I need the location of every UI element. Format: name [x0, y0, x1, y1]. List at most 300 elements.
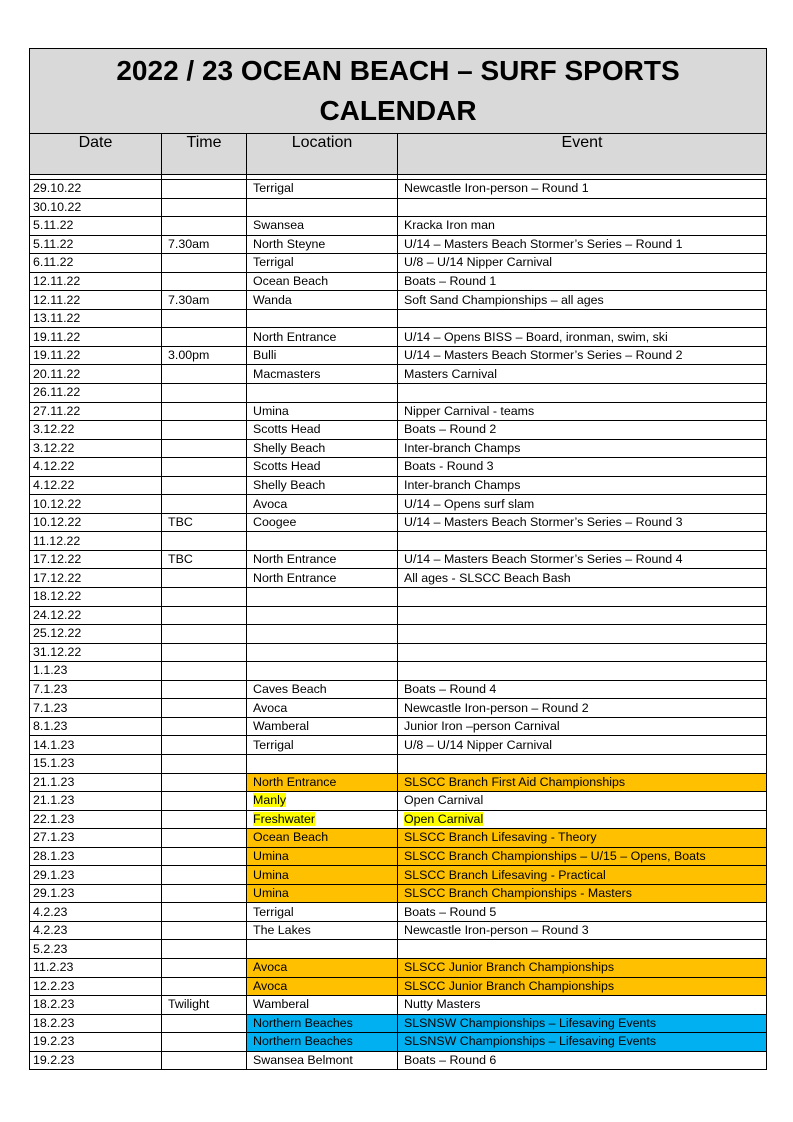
table-row — [30, 736, 767, 755]
cell-date — [30, 1051, 162, 1070]
cell-date — [30, 235, 162, 254]
cell-event — [398, 606, 767, 625]
cell-time — [162, 680, 247, 699]
cell-time — [162, 291, 247, 310]
location-text: Umina — [253, 848, 289, 863]
location-text: Umina — [253, 886, 289, 901]
cell-event — [398, 384, 767, 403]
cell-event — [398, 439, 767, 458]
event-text: Nipper Carnival - teams — [404, 403, 535, 418]
cell-event — [398, 866, 767, 885]
event-text: Boats – Round 4 — [404, 682, 497, 697]
date-text: 11.12.22 — [33, 533, 81, 548]
cell-date — [30, 458, 162, 477]
event-text: Newcastle Iron-person – Round 3 — [404, 923, 589, 938]
table-row — [30, 384, 767, 403]
cell-event — [398, 884, 767, 903]
date-text: 19.11.22 — [33, 348, 81, 363]
date-text: 8.1.23 — [33, 719, 68, 734]
cell-time — [162, 384, 247, 403]
table-row — [30, 254, 767, 273]
date-text: 30.10.22 — [33, 199, 82, 214]
cell-date — [30, 328, 162, 347]
cell-date — [30, 754, 162, 773]
cell-location — [247, 180, 398, 199]
date-text: 3.12.22 — [33, 422, 75, 437]
date-text: 19.11.22 — [33, 329, 81, 344]
date-text: 27.1.23 — [33, 830, 75, 845]
cell-event — [398, 996, 767, 1015]
cell-event — [398, 588, 767, 607]
date-text: 20.11.22 — [33, 366, 81, 381]
cell-date — [30, 180, 162, 199]
event-text: U/14 – Masters Beach Stormer’s Series – Round 1 — [404, 236, 683, 251]
cell-event — [398, 235, 767, 254]
table-row — [30, 569, 767, 588]
date-text: 12.11.22 — [33, 274, 81, 288]
page-title-text: 2022 / 23 OCEAN BEACH – SURF SPORTS CALENDAR — [116, 55, 680, 126]
cell-time — [162, 773, 247, 792]
cell-time — [162, 625, 247, 644]
time-text: 7.30am — [168, 236, 210, 251]
time-text: TBC — [168, 515, 193, 530]
date-text: 22.1.23 — [33, 811, 75, 826]
cell-time — [162, 996, 247, 1015]
cell-location — [247, 606, 398, 625]
cell-location — [247, 365, 398, 384]
date-text: 31.12.22 — [33, 644, 82, 659]
cell-time — [162, 1033, 247, 1052]
cell-location — [247, 773, 398, 792]
cell-event — [398, 977, 767, 996]
cell-date — [30, 588, 162, 607]
cell-time — [162, 958, 247, 977]
cell-location — [247, 1051, 398, 1070]
date-text: 27.11.22 — [33, 403, 81, 418]
table-row — [30, 476, 767, 495]
cell-time — [162, 1051, 247, 1070]
cell-date — [30, 346, 162, 365]
cell-date — [30, 476, 162, 495]
cell-event — [398, 921, 767, 940]
location-text: Terrigal — [253, 255, 294, 270]
table-row — [30, 940, 767, 959]
table-row — [30, 550, 767, 569]
table-row — [30, 421, 767, 440]
cell-location — [247, 625, 398, 644]
cell-location — [247, 699, 398, 718]
event-text: Boats – Round 2 — [404, 422, 497, 437]
cell-location — [247, 402, 398, 421]
cell-date — [30, 662, 162, 681]
cell-time — [162, 421, 247, 440]
table-row — [30, 680, 767, 699]
date-text: 15.1.23 — [33, 756, 75, 771]
cell-event — [398, 1014, 767, 1033]
cell-location — [247, 439, 398, 458]
cell-time — [162, 903, 247, 922]
cell-time — [162, 736, 247, 755]
table-row — [30, 829, 767, 848]
cell-location — [247, 680, 398, 699]
event-text: SLSCC Branch Championships - Masters — [404, 886, 632, 901]
event-text: SLSCC Junior Branch Championships — [404, 978, 615, 993]
cell-time — [162, 717, 247, 736]
event-text: Masters Carnival — [404, 366, 497, 381]
date-text: 18.12.22 — [33, 589, 82, 604]
cell-location — [247, 792, 398, 811]
location-text: Swansea Belmont — [253, 1052, 353, 1067]
cell-time — [162, 180, 247, 199]
date-text: 10.12.22 — [33, 496, 82, 511]
cell-event — [398, 272, 767, 291]
location-text: Ocean Beach — [253, 830, 329, 845]
cell-date — [30, 977, 162, 996]
table-row — [30, 291, 767, 310]
cell-location — [247, 829, 398, 848]
location-text: North Entrance — [253, 329, 337, 344]
date-text: 29.10.22 — [33, 181, 82, 196]
cell-time — [162, 884, 247, 903]
cell-time — [162, 198, 247, 217]
event-text: SLSCC Branch Championships – U/15 – Opens, Boats — [404, 848, 706, 863]
column-header-time: Time — [162, 134, 247, 175]
cell-time — [162, 921, 247, 940]
table-row — [30, 1033, 767, 1052]
date-text: 24.12.22 — [33, 607, 82, 622]
table-row — [30, 921, 767, 940]
table-row — [30, 402, 767, 421]
column-header-date: Date — [30, 134, 162, 175]
cell-date — [30, 1033, 162, 1052]
time-text: 7.30am — [168, 292, 210, 307]
cell-date — [30, 792, 162, 811]
cell-time — [162, 476, 247, 495]
location-text: Wanda — [253, 292, 292, 307]
cell-location — [247, 235, 398, 254]
table-row — [30, 198, 767, 217]
cell-date — [30, 439, 162, 458]
cell-location — [247, 847, 398, 866]
cell-event — [398, 198, 767, 217]
cell-time — [162, 643, 247, 662]
table-row — [30, 606, 767, 625]
location-text: Wamberal — [253, 997, 309, 1012]
cell-time — [162, 792, 247, 811]
location-text: Caves Beach — [253, 682, 327, 697]
date-text: 4.2.23 — [33, 923, 68, 938]
cell-location — [247, 736, 398, 755]
location-text: Terrigal — [253, 904, 294, 919]
date-text: 19.2.23 — [33, 1034, 75, 1049]
cell-location — [247, 532, 398, 551]
cell-time — [162, 495, 247, 514]
calendar-body — [30, 180, 767, 1070]
table-row — [30, 773, 767, 792]
cell-event — [398, 940, 767, 959]
cell-time — [162, 235, 247, 254]
location-text: Terrigal — [253, 181, 294, 196]
cell-date — [30, 198, 162, 217]
event-text: U/14 – Masters Beach Stormer’s Series – Round 3 — [404, 515, 683, 530]
cell-location — [247, 569, 398, 588]
location-text: Avoca — [253, 496, 288, 511]
date-text: 13.11.22 — [33, 311, 81, 326]
location-text: North Steyne — [253, 236, 326, 251]
location-text: Freshwater — [253, 811, 315, 826]
event-text: Boats - Round 3 — [404, 459, 494, 474]
event-text: SLSCC Branch First Aid Championships — [404, 774, 626, 789]
cell-date — [30, 365, 162, 384]
event-text: Nutty Masters — [404, 997, 481, 1012]
table-row — [30, 1014, 767, 1033]
table-row — [30, 217, 767, 236]
cell-event — [398, 291, 767, 310]
date-text: 25.12.22 — [33, 626, 82, 641]
table-row — [30, 625, 767, 644]
cell-time — [162, 328, 247, 347]
cell-time — [162, 606, 247, 625]
cell-time — [162, 439, 247, 458]
table-row — [30, 180, 767, 199]
date-text: 21.1.23 — [33, 793, 75, 808]
cell-time — [162, 272, 247, 291]
cell-event — [398, 680, 767, 699]
cell-location — [247, 328, 398, 347]
date-text: 11.2.23 — [33, 960, 74, 975]
cell-location — [247, 866, 398, 885]
cell-location — [247, 495, 398, 514]
cell-event — [398, 180, 767, 199]
cell-location — [247, 254, 398, 273]
cell-location — [247, 291, 398, 310]
cell-time — [162, 513, 247, 532]
event-text: All ages - SLSCC Beach Bash — [404, 570, 571, 585]
date-text: 12.2.23 — [33, 978, 75, 993]
location-text: Avoca — [253, 960, 288, 975]
table-row — [30, 346, 767, 365]
event-text: Open Carnival — [404, 793, 484, 808]
cell-event — [398, 847, 767, 866]
event-text: SLSCC Branch Lifesaving - Theory — [404, 830, 597, 845]
cell-event — [398, 829, 767, 848]
location-text: Avoca — [253, 978, 288, 993]
location-text: Manly — [253, 793, 287, 808]
cell-location — [247, 940, 398, 959]
cell-event — [398, 1033, 767, 1052]
date-text: 17.12.22 — [33, 552, 82, 567]
location-text: Shelly Beach — [253, 440, 326, 455]
cell-event — [398, 736, 767, 755]
event-text: SLSCC Junior Branch Championships — [404, 960, 615, 975]
cell-event — [398, 402, 767, 421]
cell-time — [162, 699, 247, 718]
table-row — [30, 513, 767, 532]
location-text: Shelly Beach — [253, 478, 326, 493]
table-row — [30, 847, 767, 866]
cell-event — [398, 1051, 767, 1070]
cell-location — [247, 754, 398, 773]
date-text: 28.1.23 — [33, 848, 75, 863]
cell-location — [247, 476, 398, 495]
event-text: U/14 – Opens surf slam — [404, 496, 535, 511]
table-row — [30, 754, 767, 773]
cell-time — [162, 402, 247, 421]
cell-time — [162, 662, 247, 681]
cell-date — [30, 272, 162, 291]
header-row — [30, 134, 767, 175]
cell-date — [30, 884, 162, 903]
table-row — [30, 958, 767, 977]
cell-event — [398, 217, 767, 236]
date-text: 18.2.23 — [33, 997, 75, 1012]
cell-event — [398, 458, 767, 477]
cell-time — [162, 365, 247, 384]
event-text: Newcastle Iron-person – Round 1 — [404, 181, 589, 196]
cell-date — [30, 309, 162, 328]
location-text: Macmasters — [253, 366, 321, 381]
location-text: Scotts Head — [253, 422, 321, 437]
cell-event — [398, 792, 767, 811]
cell-location — [247, 1014, 398, 1033]
event-text: Boats – Round 1 — [404, 274, 497, 288]
cell-event — [398, 699, 767, 718]
location-text: Northern Beaches — [253, 1015, 353, 1030]
table-row — [30, 1051, 767, 1070]
cell-event — [398, 958, 767, 977]
column-header-location: Location — [247, 134, 398, 175]
cell-location — [247, 550, 398, 569]
cell-event — [398, 717, 767, 736]
cell-date — [30, 569, 162, 588]
event-text: SLSCC Branch Lifesaving - Practical — [404, 867, 606, 882]
cell-date — [30, 402, 162, 421]
calendar-sheet — [29, 48, 766, 1070]
cell-time — [162, 217, 247, 236]
cell-date — [30, 940, 162, 959]
time-text: 3.00pm — [168, 348, 210, 363]
cell-location — [247, 198, 398, 217]
cell-time — [162, 754, 247, 773]
cell-location — [247, 977, 398, 996]
date-text: 19.2.23 — [33, 1052, 75, 1067]
table-row — [30, 532, 767, 551]
table-row — [30, 996, 767, 1015]
cell-location — [247, 810, 398, 829]
date-text: 12.11.22 — [33, 292, 81, 307]
date-text: 5.11.22 — [33, 236, 74, 251]
cell-location — [247, 421, 398, 440]
location-text: North Entrance — [253, 570, 337, 585]
date-text: 4.12.22 — [33, 459, 75, 474]
table-row — [30, 458, 767, 477]
cell-location — [247, 513, 398, 532]
table-row — [30, 977, 767, 996]
event-text: Newcastle Iron-person – Round 2 — [404, 700, 589, 715]
cell-location — [247, 903, 398, 922]
cell-location — [247, 346, 398, 365]
cell-time — [162, 532, 247, 551]
event-text: Kracka Iron man — [404, 218, 495, 233]
cell-location — [247, 717, 398, 736]
cell-event — [398, 662, 767, 681]
cell-location — [247, 384, 398, 403]
date-text: 18.2.23 — [33, 1015, 75, 1030]
cell-event — [398, 625, 767, 644]
table-row — [30, 884, 767, 903]
cell-time — [162, 458, 247, 477]
event-text: U/8 – U/14 Nipper Carnival — [404, 737, 553, 752]
cell-location — [247, 1033, 398, 1052]
table-row — [30, 792, 767, 811]
location-text: The Lakes — [253, 923, 311, 938]
cell-date — [30, 254, 162, 273]
cell-date — [30, 513, 162, 532]
time-text: TBC — [168, 552, 193, 567]
cell-location — [247, 588, 398, 607]
cell-time — [162, 1014, 247, 1033]
cell-event — [398, 495, 767, 514]
date-text: 7.1.23 — [33, 700, 68, 715]
cell-date — [30, 717, 162, 736]
cell-event — [398, 810, 767, 829]
event-text: Boats – Round 5 — [404, 904, 497, 919]
cell-date — [30, 996, 162, 1015]
cell-date — [30, 291, 162, 310]
cell-time — [162, 810, 247, 829]
cell-date — [30, 736, 162, 755]
cell-time — [162, 829, 247, 848]
table-row — [30, 439, 767, 458]
cell-event — [398, 476, 767, 495]
cell-time — [162, 550, 247, 569]
date-text: 5.2.23 — [33, 941, 68, 956]
cell-date — [30, 495, 162, 514]
cell-date — [30, 773, 162, 792]
cell-event — [398, 643, 767, 662]
page-title — [30, 49, 767, 134]
cell-date — [30, 699, 162, 718]
date-text: 21.1.23 — [33, 774, 75, 789]
cell-location — [247, 458, 398, 477]
table-row — [30, 328, 767, 347]
location-text: North Entrance — [253, 552, 337, 567]
date-text: 4.2.23 — [33, 904, 68, 919]
date-text: 4.12.22 — [33, 478, 75, 493]
table-row — [30, 235, 767, 254]
table-row — [30, 717, 767, 736]
cell-date — [30, 958, 162, 977]
cell-date — [30, 903, 162, 922]
cell-event — [398, 328, 767, 347]
location-text: Umina — [253, 867, 289, 882]
column-header-event: Event — [398, 134, 767, 175]
cell-location — [247, 217, 398, 236]
date-text: 1.1.23 — [33, 663, 68, 678]
table-row — [30, 810, 767, 829]
cell-event — [398, 532, 767, 551]
cell-time — [162, 309, 247, 328]
event-text: Inter-branch Champs — [404, 440, 521, 455]
cell-date — [30, 847, 162, 866]
cell-location — [247, 958, 398, 977]
cell-location — [247, 884, 398, 903]
cell-time — [162, 588, 247, 607]
table-row — [30, 272, 767, 291]
cell-date — [30, 384, 162, 403]
calendar-table — [29, 48, 767, 1070]
cell-time — [162, 977, 247, 996]
